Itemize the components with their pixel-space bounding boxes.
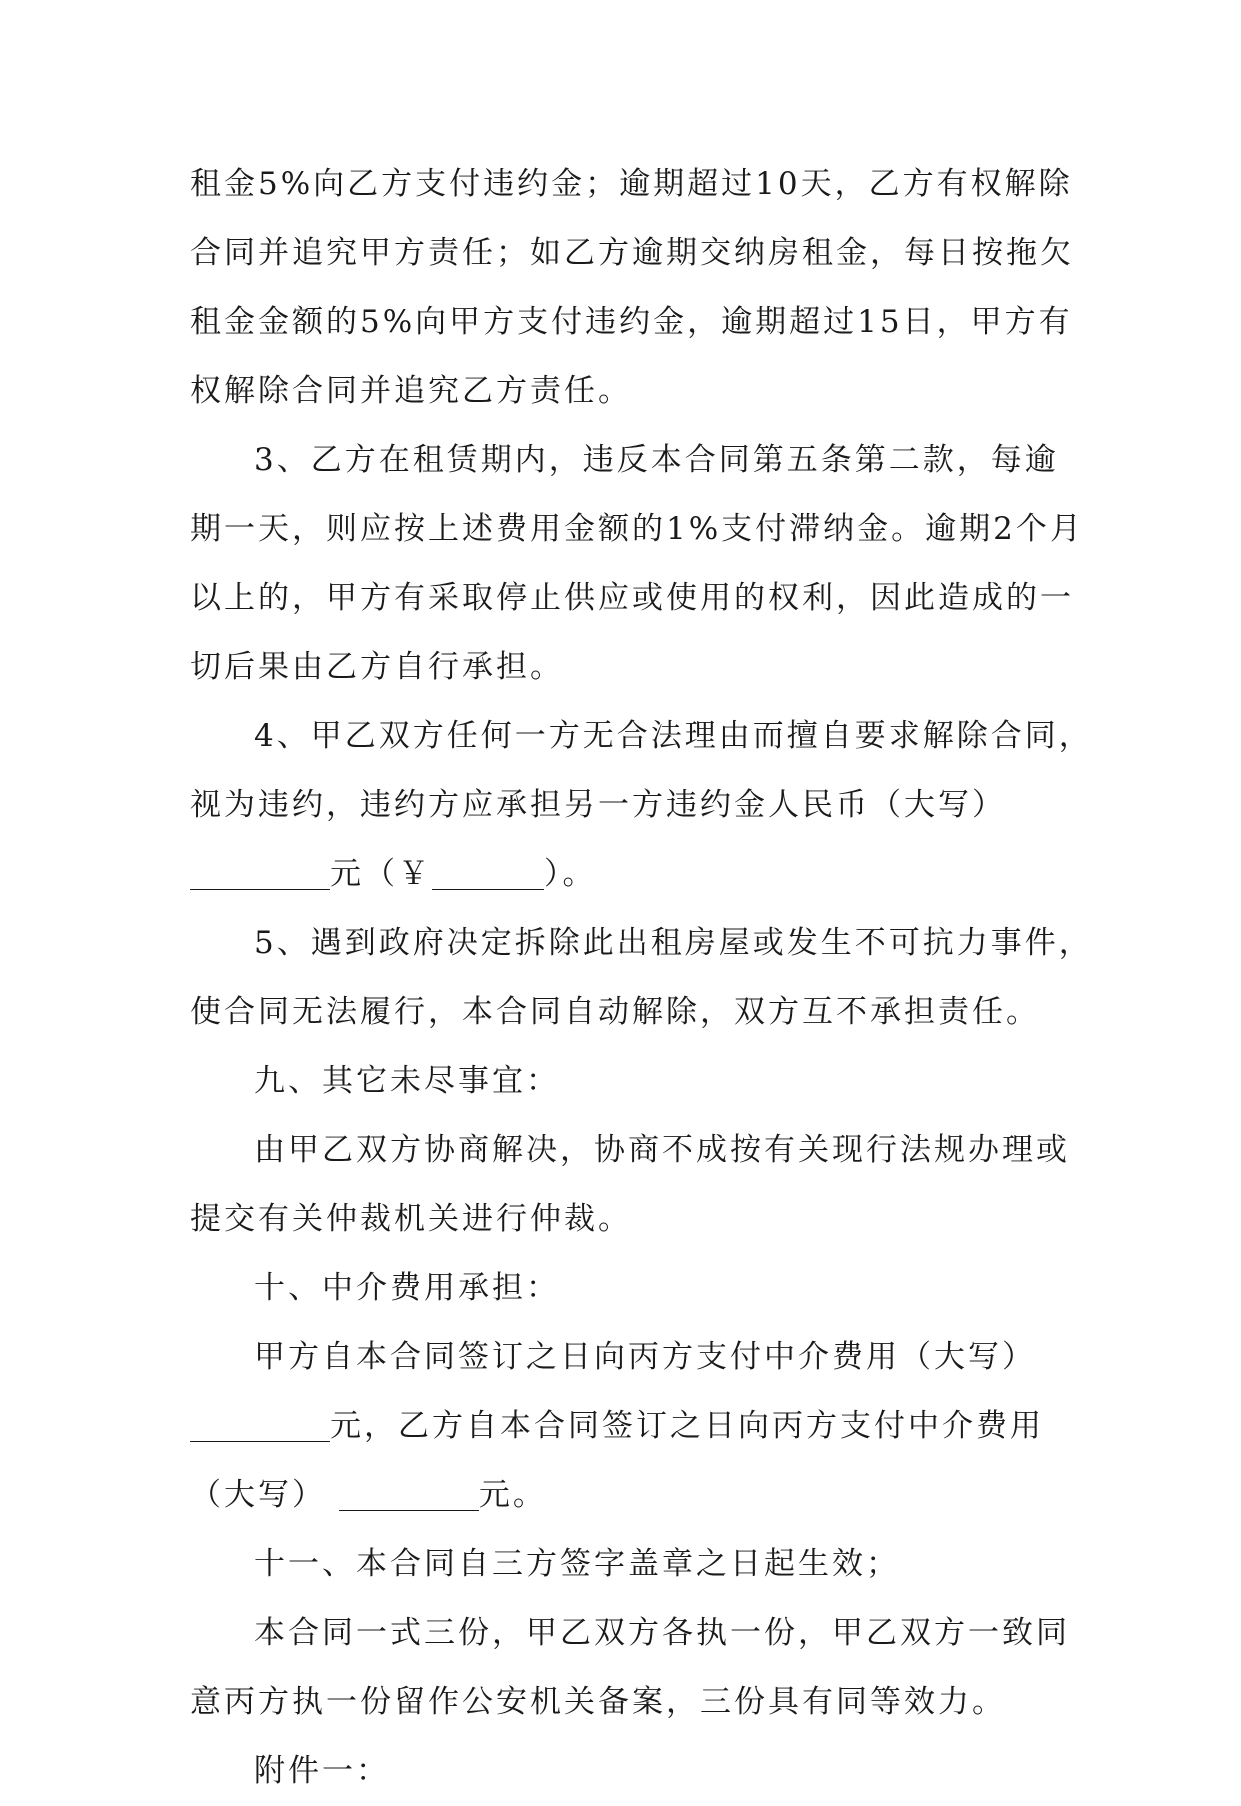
party-a-fee-blank[interactable] (190, 1407, 330, 1442)
attachment-heading: 附件一： (254, 1753, 390, 1789)
text-fragment: 元，乙方自本合同签订之日向丙方支付中介费用 (330, 1408, 1044, 1444)
clause-3-line: 3、乙方在租赁期内，违反本合同第五条第二款，每逾 (254, 442, 1059, 478)
text-line: 租金5%向乙方支付违约金；逾期超过10天，乙方有权解除 (190, 166, 1073, 202)
agency-fee-line (190, 1392, 1050, 1461)
text-line: 使合同无法履行，本合同自动解除，双方互不承担责任。 (190, 994, 1040, 1030)
section-9-heading: 九、其它未尽事宜： (254, 1063, 560, 1099)
text-line: 合同并追究甲方责任；如乙方逾期交纳房租金，每日按拖欠 (190, 235, 1074, 271)
text-line: 甲方自本合同签订之日向丙方支付中介费用（大写） (254, 1339, 1036, 1375)
text-line: 期一天，则应按上述费用金额的1%支付滞纳金。逾期2个月 (190, 511, 1084, 547)
text-fragment: ）。 (544, 856, 597, 892)
text-line: 以上的，甲方有采取停止供应或使用的权利，因此造成的一 (190, 580, 1074, 616)
document-page (190, 150, 1093, 1806)
section-11-heading: 十一、本合同自三方签字盖章之日起生效； (254, 1546, 900, 1582)
clause-4-line: 4、甲乙双方任何一方无合法理由而擅自要求解除合同， (254, 718, 1093, 754)
clause-5-line: 5、遇到政府决定拆除此出租房屋或发生不可抗力事件， (254, 925, 1093, 961)
text-fragment: （大写） (190, 1477, 326, 1513)
text-line: 切后果由乙方自行承担。 (190, 649, 564, 685)
text-line: 由甲乙双方协商解决，协商不成按有关现行法规办理或 (254, 1132, 1070, 1168)
text-line: 视为违约，违约方应承担另一方违约金人民币（大写） (190, 787, 1006, 823)
text-line: 本合同一式三份，甲乙双方各执一份，甲乙双方一致同 (254, 1615, 1070, 1651)
section-10-heading: 十、中介费用承担： (254, 1270, 560, 1306)
party-b-fee-blank[interactable] (339, 1476, 479, 1511)
text-line: 提交有关仲裁机关进行仲裁。 (190, 1201, 632, 1237)
text-line: 意丙方执一份留作公安机关备案，三份具有同等效力。 (190, 1684, 1006, 1720)
penalty-yuan-blank[interactable] (432, 855, 544, 890)
text-line: 权解除合同并追究乙方责任。 (190, 373, 632, 409)
penalty-amount-line (190, 840, 1050, 909)
penalty-amount-blank[interactable] (190, 855, 330, 890)
text-fragment: 元（￥ (330, 856, 432, 892)
agency-fee-line-2 (190, 1461, 1050, 1530)
text-line: 租金金额的5%向甲方支付违约金，逾期超过15日，甲方有 (190, 304, 1073, 340)
text-fragment: 元。 (478, 1477, 547, 1513)
